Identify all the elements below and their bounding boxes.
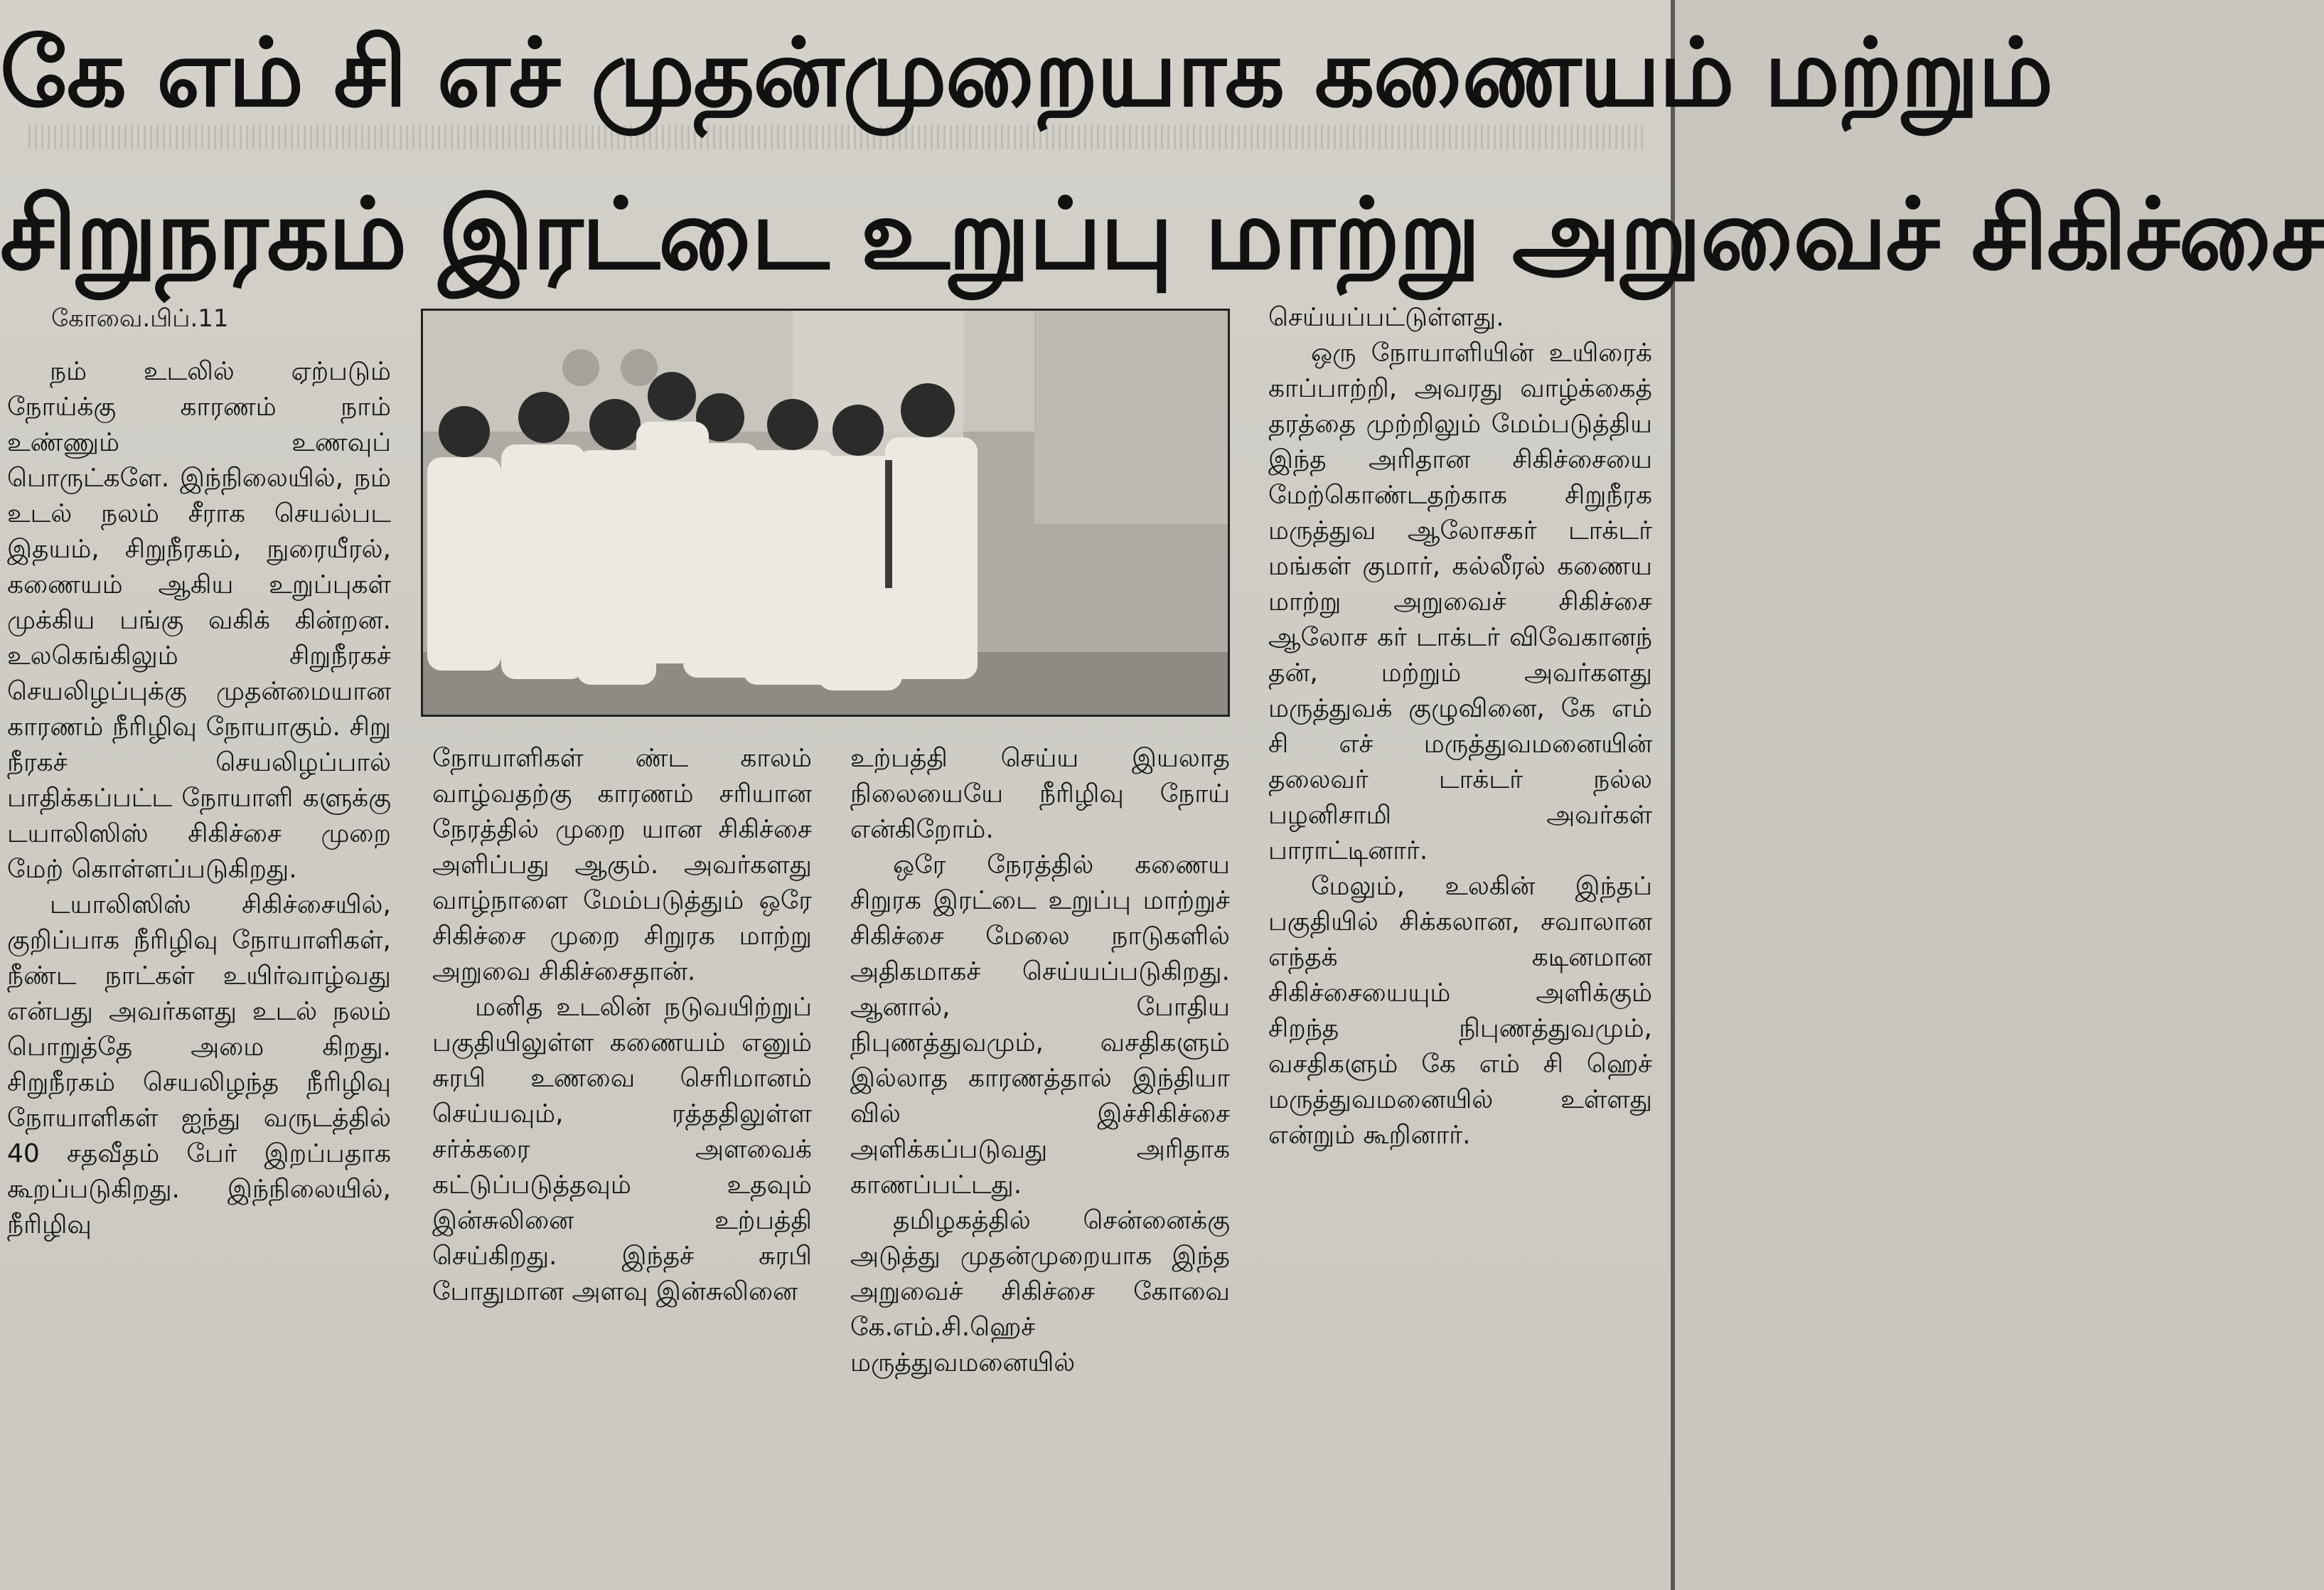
- dateline: கோவை.பிப்.11: [51, 304, 229, 333]
- faded-subhead: [28, 125, 1646, 149]
- column-3-paragraph: ஒரே நேரத்தில் கணைய சிறுரக இரட்டை உறுப்பு மாற்றுச் சிகிச்சை மேலை நாடுகளில் அதிகமாகச் செய்யப்படுகிறது. ஆனால், போதிய நிபுணத்துவமும், வசதிகளும் இல்லாத காரணத்தால் இந்தியா வில் இச்சிகிச்சை அளிக்கப்படுவது அரிதாக காணப்பட்டது.: [850, 850, 1230, 1200]
- column-1-paragraph: டயாலிஸிஸ் சிகிச்சையில், குறிப்பாக நீரிழிவு நோயாளிகள், நீண்ட நாட்கள் உயிர்வாழ்வது என்பது அவர்களது உடல் நலம் பொறுத்தே அமை கிறது. சிறுநீரகம் செயலிழந்த நீரிழிவு நோயாளிகள் ஐந்து வருடத்தில் 40 சதவீதம் பேர் இறப்பதாக கூறப்படுகிறது. இந்நிலையில், நீரிழிவு: [7, 890, 391, 1239]
- column-4-paragraph: செய்யப்பட்டுள்ளது.: [1268, 303, 1504, 332]
- group-photo: [421, 309, 1230, 717]
- article-column-2: [432, 741, 812, 1310]
- column-4-paragraph: ஒரு நோயாளியின் உயிரைக் காப்பாற்றி, அவரது வாழ்க்கைத் தரத்தை முற்றிலும் மேம்படுத்திய இந்த அரிதான சிகிச்சையை மேற்கொண்டதற்காக சிறுநீரக மருத்துவ ஆலோசகர் டாக்டர் மங்கள் குமார், கல்லீரல் கணைய மாற்று அறுவைச் சிகிச்சை ஆலோச கர் டாக்டர் விவேகானந் தன், மற்றும் அவர்களது மருத்துவக் குழுவினை, கே எம் சி எச் மருத்துவமனையின் தலைவர் டாக்டர் நல்ல பழனிசாமி அவர்கள் பாராட்டினார்.: [1268, 338, 1652, 865]
- headline-line-1: கே எம் சி எச் முதன்முறையாக கணையம் மற்றும்: [0, 18, 2052, 128]
- column-3-paragraph: உற்பத்தி செய்ய இயலாத நிலையையே நீரிழிவு நோய் என்கிறோம்.: [850, 744, 1230, 844]
- column-4-paragraph: மேலும், உலகின் இந்தப் பகுதியில் சிக்கலான, சவாலான எந்தக் கடினமான சிகிச்சையையும் அளிக்கும் சிறந்த நிபுணத்துவமும், வசதிகளும் கே எம் சி ஹெச் மருத்துவமனையில் உள்ளது என்றும் கூறினார்.: [1268, 872, 1652, 1150]
- group-photo-icon: [423, 311, 1228, 715]
- article-column-4: [1268, 300, 1652, 1153]
- article-column-3: [850, 741, 1230, 1381]
- column-2-paragraph: நோயாளிகள் ண்ட காலம் வாழ்வதற்கு காரணம் சரியான நேரத்தில் முறை யான சிகிச்சை அளிப்பது ஆகும். அவர்களது வாழ்நாளை மேம்படுத்தும் ஒரே சிகிச்சை முறை சிறுரக மாற்று அறுவை சிகிச்சைதான்.: [432, 744, 812, 986]
- column-2-paragraph: மனித உடலின் நடுவயிற்றுப் பகுதியிலுள்ள கணையம் எனும் சுரபி உணவை செரிமானம் செய்யவும், ரத்ததிலுள்ள சர்க்கரை அளவைக் கட்டுப்படுத்தவும் உதவும் இன்சுலினை உற்பத்தி செய்கிறது. இந்தச் சுரபி போதுமான அளவு இன்சுலினை: [432, 993, 812, 1306]
- column-3-paragraph: தமிழகத்தில் சென்னைக்கு அடுத்து முதன்முறையாக இந்த அறுவைச் சிகிச்சை கோவை கே.எம்.சி.ஹெச் மருத்துவமனையில்: [850, 1206, 1230, 1377]
- article-column-1: [7, 354, 391, 1243]
- column-1-paragraph: நம் உடலில் ஏற்படும் நோய்க்கு காரணம் நாம் உண்ணும் உணவுப் பொருட்களே. இந்நிலையில், நம் உடல் நலம் சீராக செயல்பட இதயம், சிறுநீரகம், நுரையீரல், கணையம் ஆகிய உறுப்புகள் முக்கிய பங்கு வகிக் கின்றன. உலகெங்கிலும் சிறுநீரகச் செயலிழப்புக்கு முதன்மையான காரணம் நீரிழிவு நோயாகும். சிறு நீரகச் செயலிழப்பால் பாதிக்கப்பட்ட நோயாளி களுக்கு டயாலிஸிஸ் சிகிச்சை முறை மேற் கொள்ளப்படுகிறது.: [7, 357, 391, 884]
- headline-line-2: சிறுநரகம் இரட்டை உறுப்பு மாற்று அறுவைச் சிகிச்சை: [0, 177, 2324, 292]
